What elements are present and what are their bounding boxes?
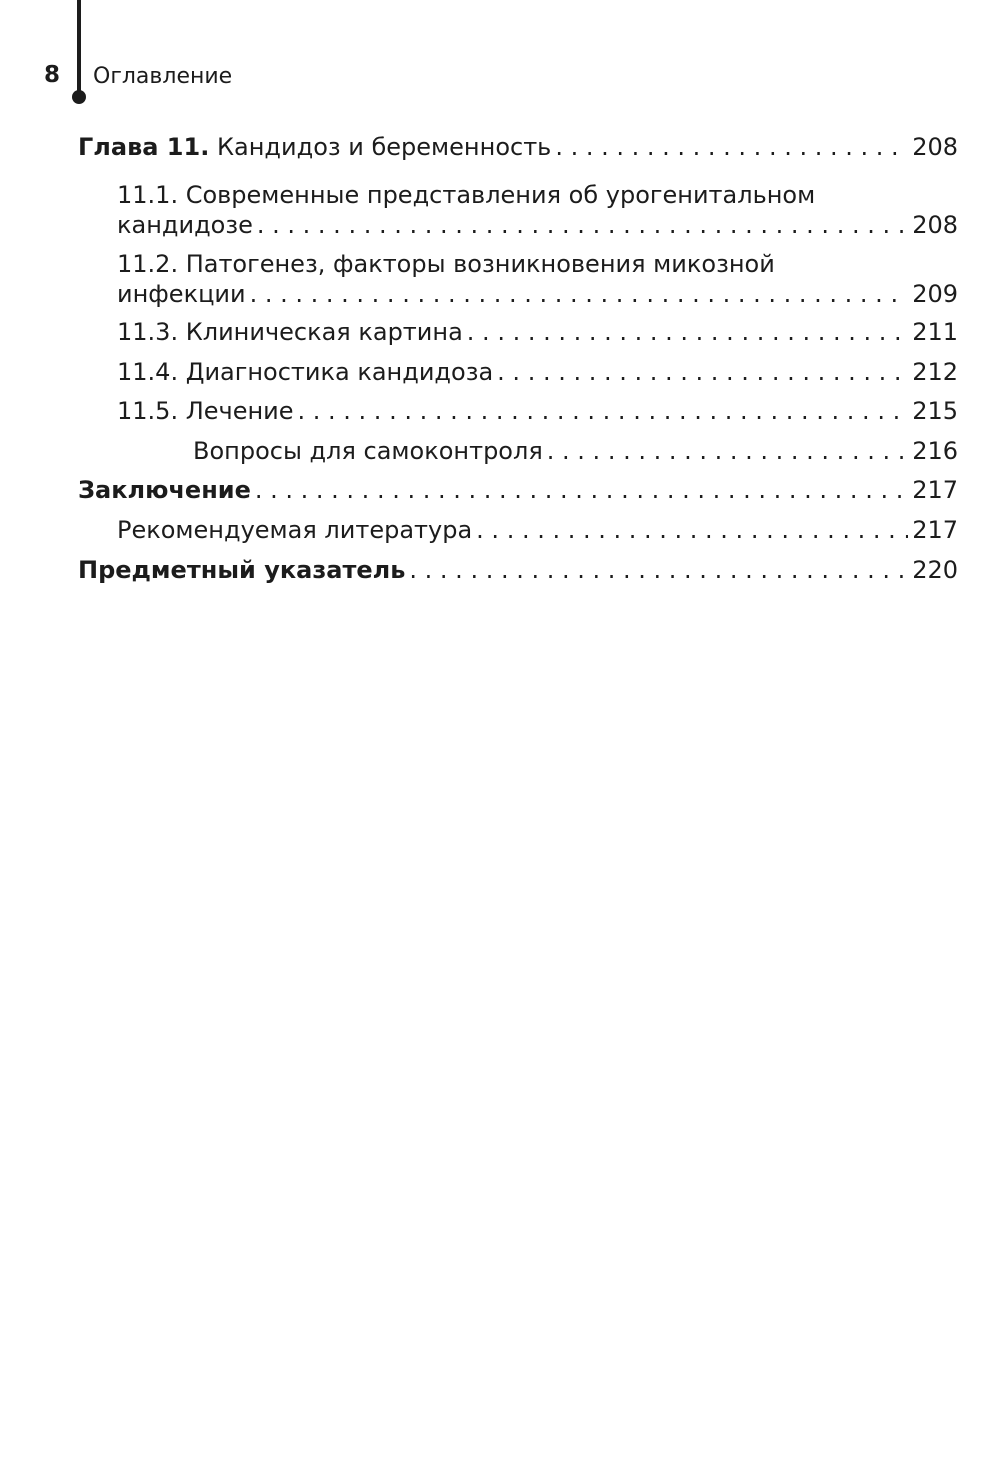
toc-page-number: 220 xyxy=(912,556,958,584)
toc-entry-title: 11.3. Клиническая картина xyxy=(117,318,463,346)
toc-page-number: 216 xyxy=(912,437,958,465)
dot-leader xyxy=(409,555,908,585)
toc-page-number: 209 xyxy=(912,280,958,308)
chapter-title: Кандидоз и беременность xyxy=(216,133,552,161)
dot-leader xyxy=(547,436,908,466)
toc-entry-title: Рекомендуемая литература xyxy=(117,516,473,544)
toc-entry-title: 11.4. Диагностика кандидоза xyxy=(117,358,494,386)
dot-leader xyxy=(255,475,908,505)
chapter-label: Глава 11. xyxy=(78,133,210,161)
toc-page-number: 217 xyxy=(912,516,958,544)
toc-entry-11-5[interactable] xyxy=(117,396,958,426)
dot-leader xyxy=(476,515,908,545)
toc-entry-title: 11.2. Патогенез, факторы возникновения микозной xyxy=(117,250,775,278)
dot-leader xyxy=(250,279,909,309)
header-rule xyxy=(77,0,81,98)
toc-entry-11-1[interactable] xyxy=(117,180,958,240)
toc-page-number: 208 xyxy=(912,133,958,161)
toc-page-number: 215 xyxy=(912,397,958,425)
dot-leader xyxy=(467,317,908,347)
running-head: Оглавление xyxy=(93,64,233,89)
page-number: 8 xyxy=(44,62,61,88)
toc-entry-title: Предметный указатель xyxy=(78,556,406,584)
toc-entry-title: Вопросы для самоконтроля xyxy=(193,437,543,465)
dot-leader xyxy=(497,357,908,387)
toc-page-number: 217 xyxy=(912,476,958,504)
toc-entry-literature[interactable] xyxy=(117,515,958,545)
toc-entry-chapter-11[interactable] xyxy=(78,132,958,162)
dot-leader xyxy=(257,210,908,240)
header-dot xyxy=(72,90,86,104)
toc-entry-title: 11.5. Лечение xyxy=(117,397,294,425)
toc-entry-11-4[interactable] xyxy=(117,357,958,387)
toc-entry-title-cont: кандидозе xyxy=(117,211,253,239)
toc-page-number: 208 xyxy=(912,211,958,239)
toc-entry-conclusion[interactable] xyxy=(78,475,958,505)
toc-entry-index[interactable] xyxy=(78,555,958,585)
toc-page-number: 211 xyxy=(912,318,958,346)
toc-entry-11-3[interactable] xyxy=(117,317,958,347)
toc-entry-11-2[interactable] xyxy=(117,249,958,309)
toc-entry-title-cont: инфекции xyxy=(117,280,246,308)
dot-leader xyxy=(298,396,909,426)
toc-entry-title xyxy=(78,132,551,162)
toc-entry-title: Заключение xyxy=(78,476,251,504)
toc-page-number: 212 xyxy=(912,358,958,386)
dot-leader xyxy=(555,132,908,162)
toc-entry-title: 11.1. Современные представления об урогенитальном xyxy=(117,181,816,209)
toc-entry-questions[interactable] xyxy=(193,436,958,466)
